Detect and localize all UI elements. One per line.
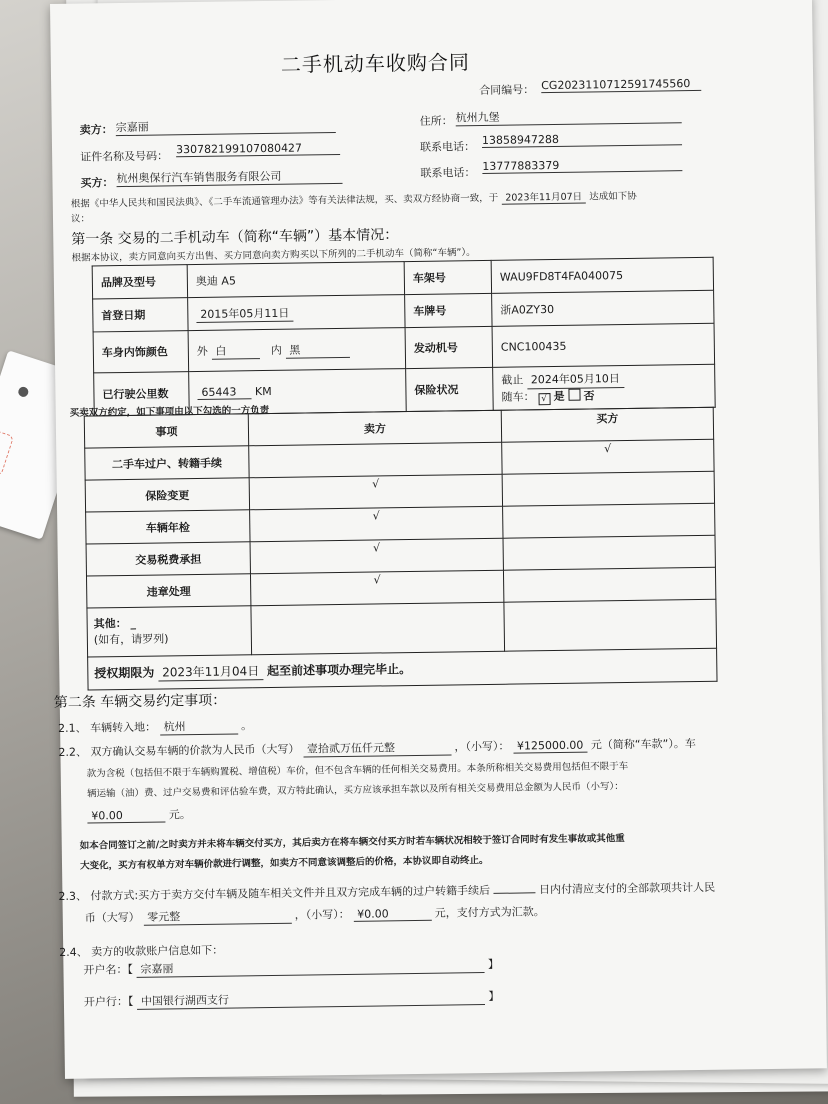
price-amount: ¥125000.00 <box>513 739 588 754</box>
buyer-name: 杭州奥保行汽车销售服务有限公司 <box>116 167 342 187</box>
clause-2-3-text-a: 付款方式:买方于卖方交付车辆及随车相关文件并且双方完成车辆的过户转籍手续后 <box>90 883 491 903</box>
color-label: 车身内饰颜色 <box>93 331 189 373</box>
clause-2-2-line3: 辆运输（油）费、过户交易费和评估验车费，双方特此确认，买方应该承担车款以及所有相关交易费用总金额为人民币（小写）： <box>86 781 624 800</box>
bold-clause-line2: 大变化，买方有权单方对车辆价款进行调整，如卖方不同意该调整后的价格，本协议即自动终止。 <box>79 854 489 872</box>
id-label: 证件名称及号码： <box>80 149 169 164</box>
clause-2-2-text-b: ，（小写）： <box>454 739 510 754</box>
clause-2-4-num: 2.4、 <box>59 945 88 959</box>
buyer-cell-tax[interactable] <box>503 535 715 570</box>
account-bank-label: 开户行：【 <box>83 994 134 1009</box>
payment-uppercase: 零元整 <box>143 907 291 926</box>
other-label: 其他： <box>93 616 127 631</box>
price-uppercase: 壹拾贰万伍仟元整 <box>303 738 451 757</box>
responsibility-intro: 买卖双方约定，如下事项由以下勾选的一方负责 <box>69 404 270 419</box>
clause-2-3-text-b: 日内付清应支付的全部款项共计人民 <box>539 880 716 897</box>
clause-2-4-label: 卖方的收款账户信息如下： <box>91 943 224 959</box>
brand-value: 奥迪 A5 <box>187 262 404 298</box>
reg-date-value: 2015年05月11日 <box>196 304 293 322</box>
exterior-color: 白 <box>211 342 259 360</box>
id-number: 330782199107080427 <box>176 141 340 157</box>
plate-label: 车牌号 <box>405 293 492 327</box>
row-insurance: 保险变更 <box>85 478 249 512</box>
reg-date-label: 首登日期 <box>93 298 188 332</box>
no-checkbox[interactable] <box>568 388 580 400</box>
article1-heading: 第一条 交易的二手机动车（简称“车辆”）基本情况： <box>71 227 399 248</box>
clause-2-3-text-e: 元，支付方式为汇款。 <box>434 905 545 920</box>
row-transfer: 二手车过户、转籍手续 <box>85 446 249 480</box>
seller-name: 宗嘉丽 <box>116 116 336 136</box>
article2-heading: 第二条 车辆交易约定事项： <box>53 692 227 712</box>
auth-label: 授权期限为 <box>94 665 155 681</box>
vin-value: WAU9FD8T4FA040075 <box>491 257 713 293</box>
clause-2-2-text-c: 元（简称“车款”）。车 <box>590 737 696 752</box>
responsibility-table <box>84 407 718 691</box>
preamble-text: 根据《中华人民共和国民法典》、《二手车流通管理办法》等有关法律法规，买、卖双方经协商一致，于 <box>70 192 499 210</box>
clause-2-2-text-a: 双方确认交易车辆的价款为人民币（大写） <box>90 742 300 759</box>
interior-prefix: 内 <box>270 343 282 357</box>
preamble-date: 2023年11月07日 <box>501 189 586 205</box>
col-seller: 卖方 <box>248 410 501 446</box>
buyer-cell-other[interactable] <box>504 599 717 651</box>
buyer-label: 买方： <box>80 176 114 190</box>
account-bank: 中国银行湖西支行 <box>137 988 485 1010</box>
red-stamp-fragment <box>0 428 14 477</box>
bold-clause-line1: 如本合同签订之前/之时卖方并未将车辆交付买方，其后卖方在将车辆交付买方时若车辆状况相较于签订合同时有发生事故或其他重 <box>79 833 625 852</box>
insurance-label: 保险状况 <box>406 367 494 411</box>
row-other <box>87 606 252 657</box>
fee-unit: 元。 <box>168 808 191 822</box>
contract-page <box>50 0 827 1079</box>
seller-phone: 13858947288 <box>482 131 682 148</box>
col-item: 事项 <box>84 414 248 448</box>
preamble-end: 议： <box>70 213 91 225</box>
contract-title: 二手机动车收购合同 <box>280 50 471 77</box>
vehicle-info-table <box>92 257 716 417</box>
clause-2-3-num: 2.3、 <box>58 889 88 903</box>
buyer-cell-violation[interactable] <box>503 567 715 602</box>
clause-2-2-num: 2.2、 <box>58 745 88 759</box>
account-bank-close: 】 <box>488 989 500 1003</box>
buyer-phone: 13777883379 <box>482 157 682 174</box>
with-car-label: 随车： <box>501 389 535 404</box>
insurance-until-date: 2024年05月10日 <box>527 371 624 389</box>
account-name: 宗嘉丽 <box>136 956 484 978</box>
row-violation: 违章处理 <box>86 574 250 608</box>
punch-hole <box>17 386 30 399</box>
buyer-cell-insurance[interactable] <box>502 471 714 506</box>
clause-2-3-text-d: ，（小写）： <box>294 907 350 922</box>
seller-cell-other[interactable] <box>251 602 505 655</box>
fee-amount: ¥0.00 <box>87 808 165 823</box>
seller-label: 卖方： <box>79 123 113 137</box>
seller-cell-transfer[interactable] <box>249 442 502 478</box>
vin-label: 车架号 <box>404 260 491 294</box>
row-tax: 交易税费承担 <box>86 542 250 576</box>
seller-check-tax[interactable]: √ <box>250 538 503 574</box>
buyer-cell-inspection[interactable] <box>503 503 715 538</box>
other-note: (如有，请罗列) <box>93 632 169 647</box>
clause-2-3-text-c: 币（大写） <box>84 910 140 925</box>
mileage-unit: KM <box>254 384 272 399</box>
address-label: 住所： <box>419 114 453 128</box>
transfer-location: 杭州 <box>159 717 237 735</box>
buyer-check-transfer[interactable]: √ <box>502 439 714 474</box>
contract-number: CG2023110712591745560 <box>541 77 701 93</box>
plate-value: 浙A0ZY30 <box>492 290 714 326</box>
engine-value: CNC100435 <box>492 323 715 367</box>
auth-tail: 起至前述事项办理完毕止。 <box>267 662 412 679</box>
auth-date: 2023年11月04日 <box>158 662 263 681</box>
contract-number-label: 合同编号： <box>479 83 535 98</box>
engine-label: 发动机号 <box>405 326 493 368</box>
seller-check-inspection[interactable]: √ <box>250 506 503 542</box>
article1-intro: 根据本协议，卖方同意向买方出售、买方同意向卖方购买以下所列的二手机动车（简称“车辆”）。 <box>71 247 476 264</box>
col-buyer: 买方 <box>501 407 713 442</box>
insurance-until-label: 截止 <box>501 372 524 387</box>
preamble-tail: 达成如下协 <box>589 190 637 203</box>
yes-label: 是 <box>553 389 565 403</box>
row-inspection: 车辆年检 <box>86 510 250 544</box>
interior-color: 黑 <box>285 340 349 358</box>
payment-days-blank <box>494 892 536 894</box>
payment-amount: ¥0.00 <box>353 907 431 922</box>
other-blank: _ <box>130 616 137 630</box>
seller-check-insurance[interactable]: √ <box>249 474 502 510</box>
no-label: 否 <box>583 388 595 403</box>
account-name-label: 开户名：【 <box>83 962 134 977</box>
clause-2-2-line2: 款为含税（包括但不限于车辆购置税、增值税）车价，但不包含车辆的任何相关交易费用。本条所称相关交易费用包括但不限于车 <box>86 761 629 780</box>
seller-check-violation[interactable]: √ <box>250 570 503 606</box>
mileage-value: 65443 <box>197 385 251 400</box>
yes-checkbox[interactable]: √ <box>538 393 550 405</box>
buyer-phone-label: 联系电话： <box>420 166 476 180</box>
seller-phone-label: 联系电话： <box>419 140 476 154</box>
mileage-label: 已行驶公里数 <box>94 372 190 416</box>
exterior-prefix: 外 <box>196 344 208 358</box>
clause-2-1-num: 2.1、 <box>58 721 87 735</box>
clause-2-1-end: 。 <box>241 719 253 733</box>
account-name-close: 】 <box>487 957 500 971</box>
clause-2-1-label: 车辆转入地： <box>90 720 157 735</box>
address-value: 杭州九堡 <box>456 106 682 126</box>
brand-label: 品牌及型号 <box>92 265 187 299</box>
